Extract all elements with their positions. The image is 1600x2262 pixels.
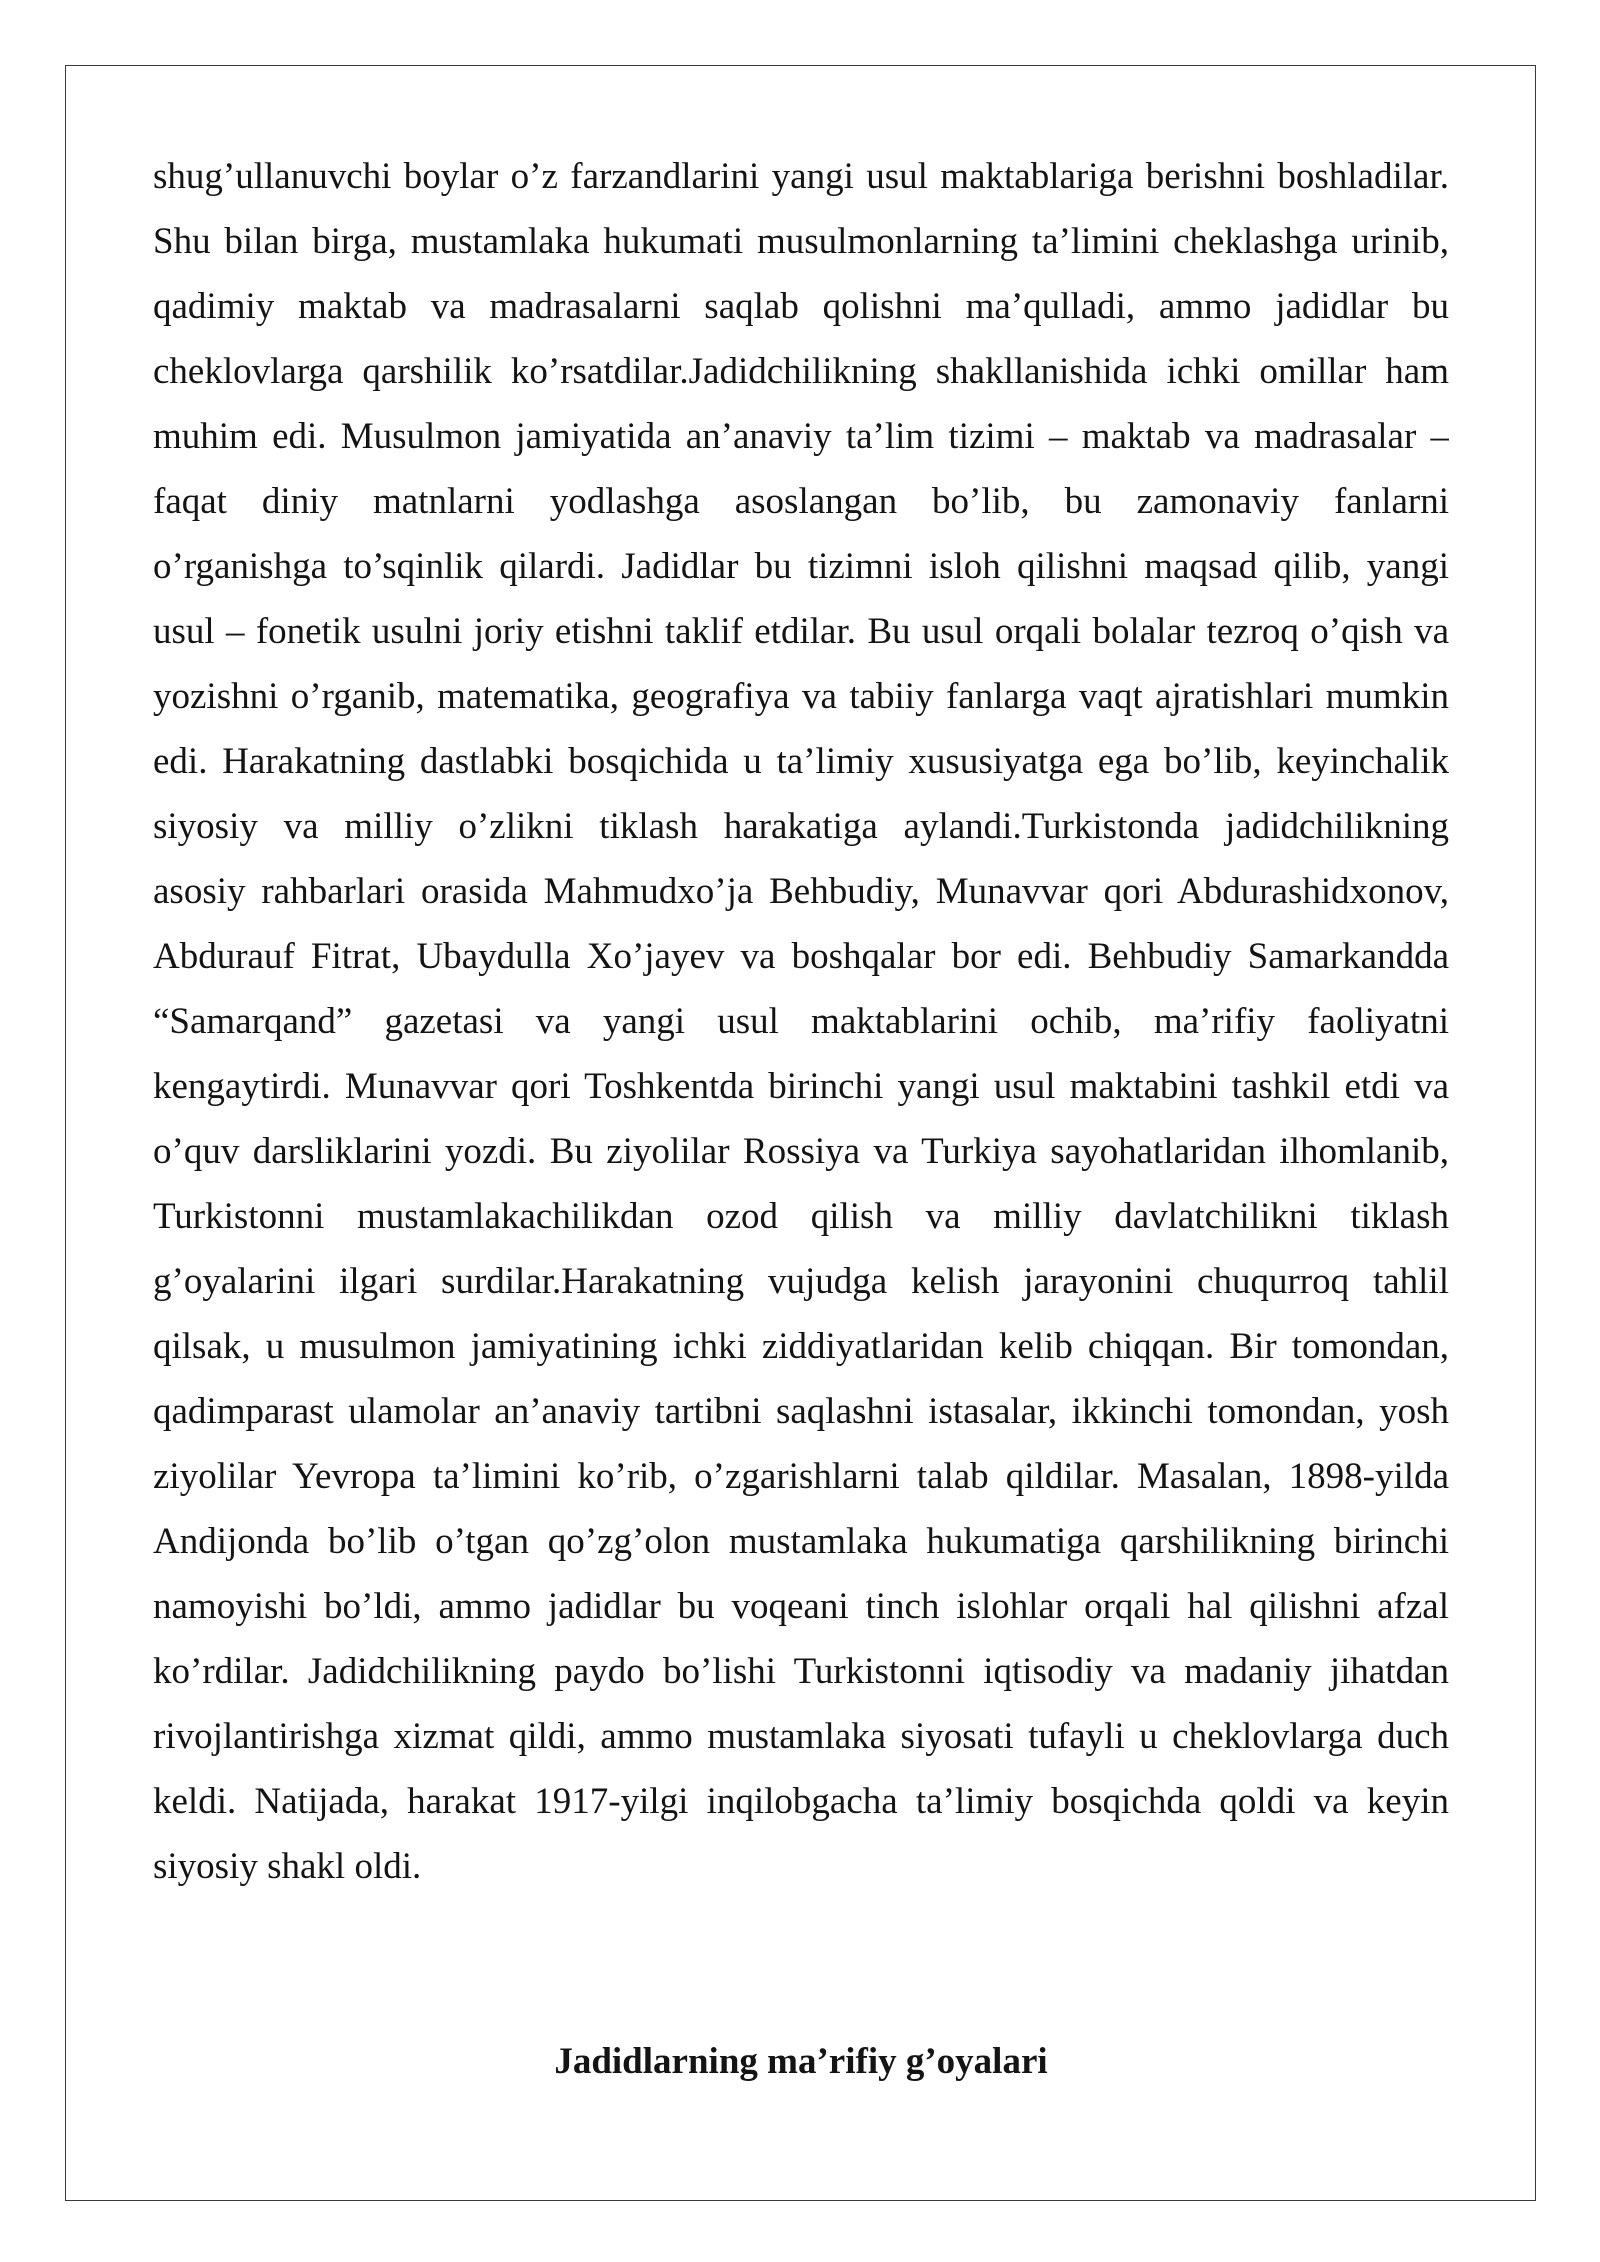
paragraph-line: kengaytirdi. Munavvar qori Toshkentda birinchi yangi usul maktabini tashkil etdi va	[153, 1066, 1449, 1107]
paragraph-line: o’rganishga to’sqinlik qilardi. Jadidlar bu tizimni isloh qilishni maqsad qilib, yangi	[153, 546, 1449, 587]
paragraph-line: keldi. Natijada, harakat 1917-yilgi inqilobgacha ta’limiy bosqichda qoldi va keyin	[153, 1781, 1449, 1822]
paragraph-line: qilsak, u musulmon jamiyatining ichki ziddiyatlaridan kelib chiqqan. Bir tomondan,	[153, 1326, 1449, 1367]
paragraph-line: asosiy rahbarlari orasida Mahmudxo’ja Behbudiy, Munavvar qori Abdurashidxonov,	[153, 871, 1449, 912]
paragraph-line: cheklovlarga qarshilik ko’rsatdilar.Jadidchilikning shakllanishida ichki omillar ham	[153, 351, 1449, 392]
paragraph-line: faqat diniy matnlarni yodlashga asoslangan bo’lib, bu zamonaviy fanlarni	[153, 481, 1449, 522]
section-heading: Jadidlarning ma’rifiy g’oyalari	[554, 2041, 1048, 2082]
paragraph-line: rivojlantirishga xizmat qildi, ammo mustamlaka siyosati tufayli u cheklovlarga duch	[153, 1716, 1449, 1757]
paragraph-line: yozishni o’rganib, matematika, geografiya va tabiiy fanlarga vaqt ajratishlari mumkin	[153, 676, 1449, 717]
paragraph-line: Turkistonni mustamlakachilikdan ozod qilish va milliy davlatchilikni tiklash	[153, 1196, 1449, 1237]
paragraph-line: edi. Harakatning dastlabki bosqichida u ta’limiy xususiyatga ega bo’lib, keyinchalik	[153, 741, 1449, 782]
paragraph-line: Andijonda bo’lib o’tgan qo’zg’olon mustamlaka hukumatiga qarshilikning birinchi	[153, 1521, 1449, 1562]
document-body	[153, 144, 1449, 2094]
paragraph-line: qadimparast ulamolar an’anaviy tartibni saqlashni istasalar, ikkinchi tomondan, yosh	[153, 1391, 1449, 1432]
paragraph-line: usul – fonetik usulni joriy etishni taklif etdilar. Bu usul orqali bolalar tezroq o’qish va	[153, 611, 1449, 652]
paragraph-line: ziyolilar Yevropa ta’limini ko’rib, o’zgarishlarni talab qildilar. Masalan, 1898-yilda	[153, 1456, 1449, 1497]
paragraph-line: Shu bilan birga, mustamlaka hukumati musulmonlarning ta’limini cheklashga urinib,	[153, 221, 1449, 262]
paragraph-line: siyosiy va milliy o’zlikni tiklash harakatiga aylandi.Turkistonda jadidchilikning	[153, 806, 1449, 847]
paragraph-line: qadimiy maktab va madrasalarni saqlab qolishni ma’qulladi, ammo jadidlar bu	[153, 286, 1449, 327]
paragraph-line: o’quv darsliklarini yozdi. Bu ziyolilar Rossiya va Turkiya sayohatlaridan ilhomlanib,	[153, 1131, 1449, 1172]
body-paragraph	[153, 144, 1449, 1899]
paragraph-line: muhim edi. Musulmon jamiyatida an’anaviy ta’lim tizimi – maktab va madrasalar –	[153, 416, 1449, 457]
paragraph-line: g’oyalarini ilgari surdilar.Harakatning vujudga kelish jarayonini chuqurroq tahlil	[153, 1261, 1449, 1302]
paragraph-line: namoyishi bo’ldi, ammo jadidlar bu voqeani tinch islohlar orqali hal qilishni afzal	[153, 1586, 1449, 1627]
paragraph-line: ko’rdilar. Jadidchilikning paydo bo’lishi Turkistonni iqtisodiy va madaniy jihatdan	[153, 1651, 1449, 1692]
paragraph-line: shug’ullanuvchi boylar o’z farzandlarini yangi usul maktablariga berishni boshladilar.	[153, 156, 1449, 197]
paragraph-line: siyosiy shakl oldi.	[153, 1846, 422, 1887]
paragraph-line: “Samarqand” gazetasi va yangi usul maktablarini ochib, ma’rifiy faoliyatni	[153, 1001, 1449, 1042]
paragraph-line: Abdurauf Fitrat, Ubaydulla Xo’jayev va boshqalar bor edi. Behbudiy Samarkandda	[153, 936, 1449, 977]
